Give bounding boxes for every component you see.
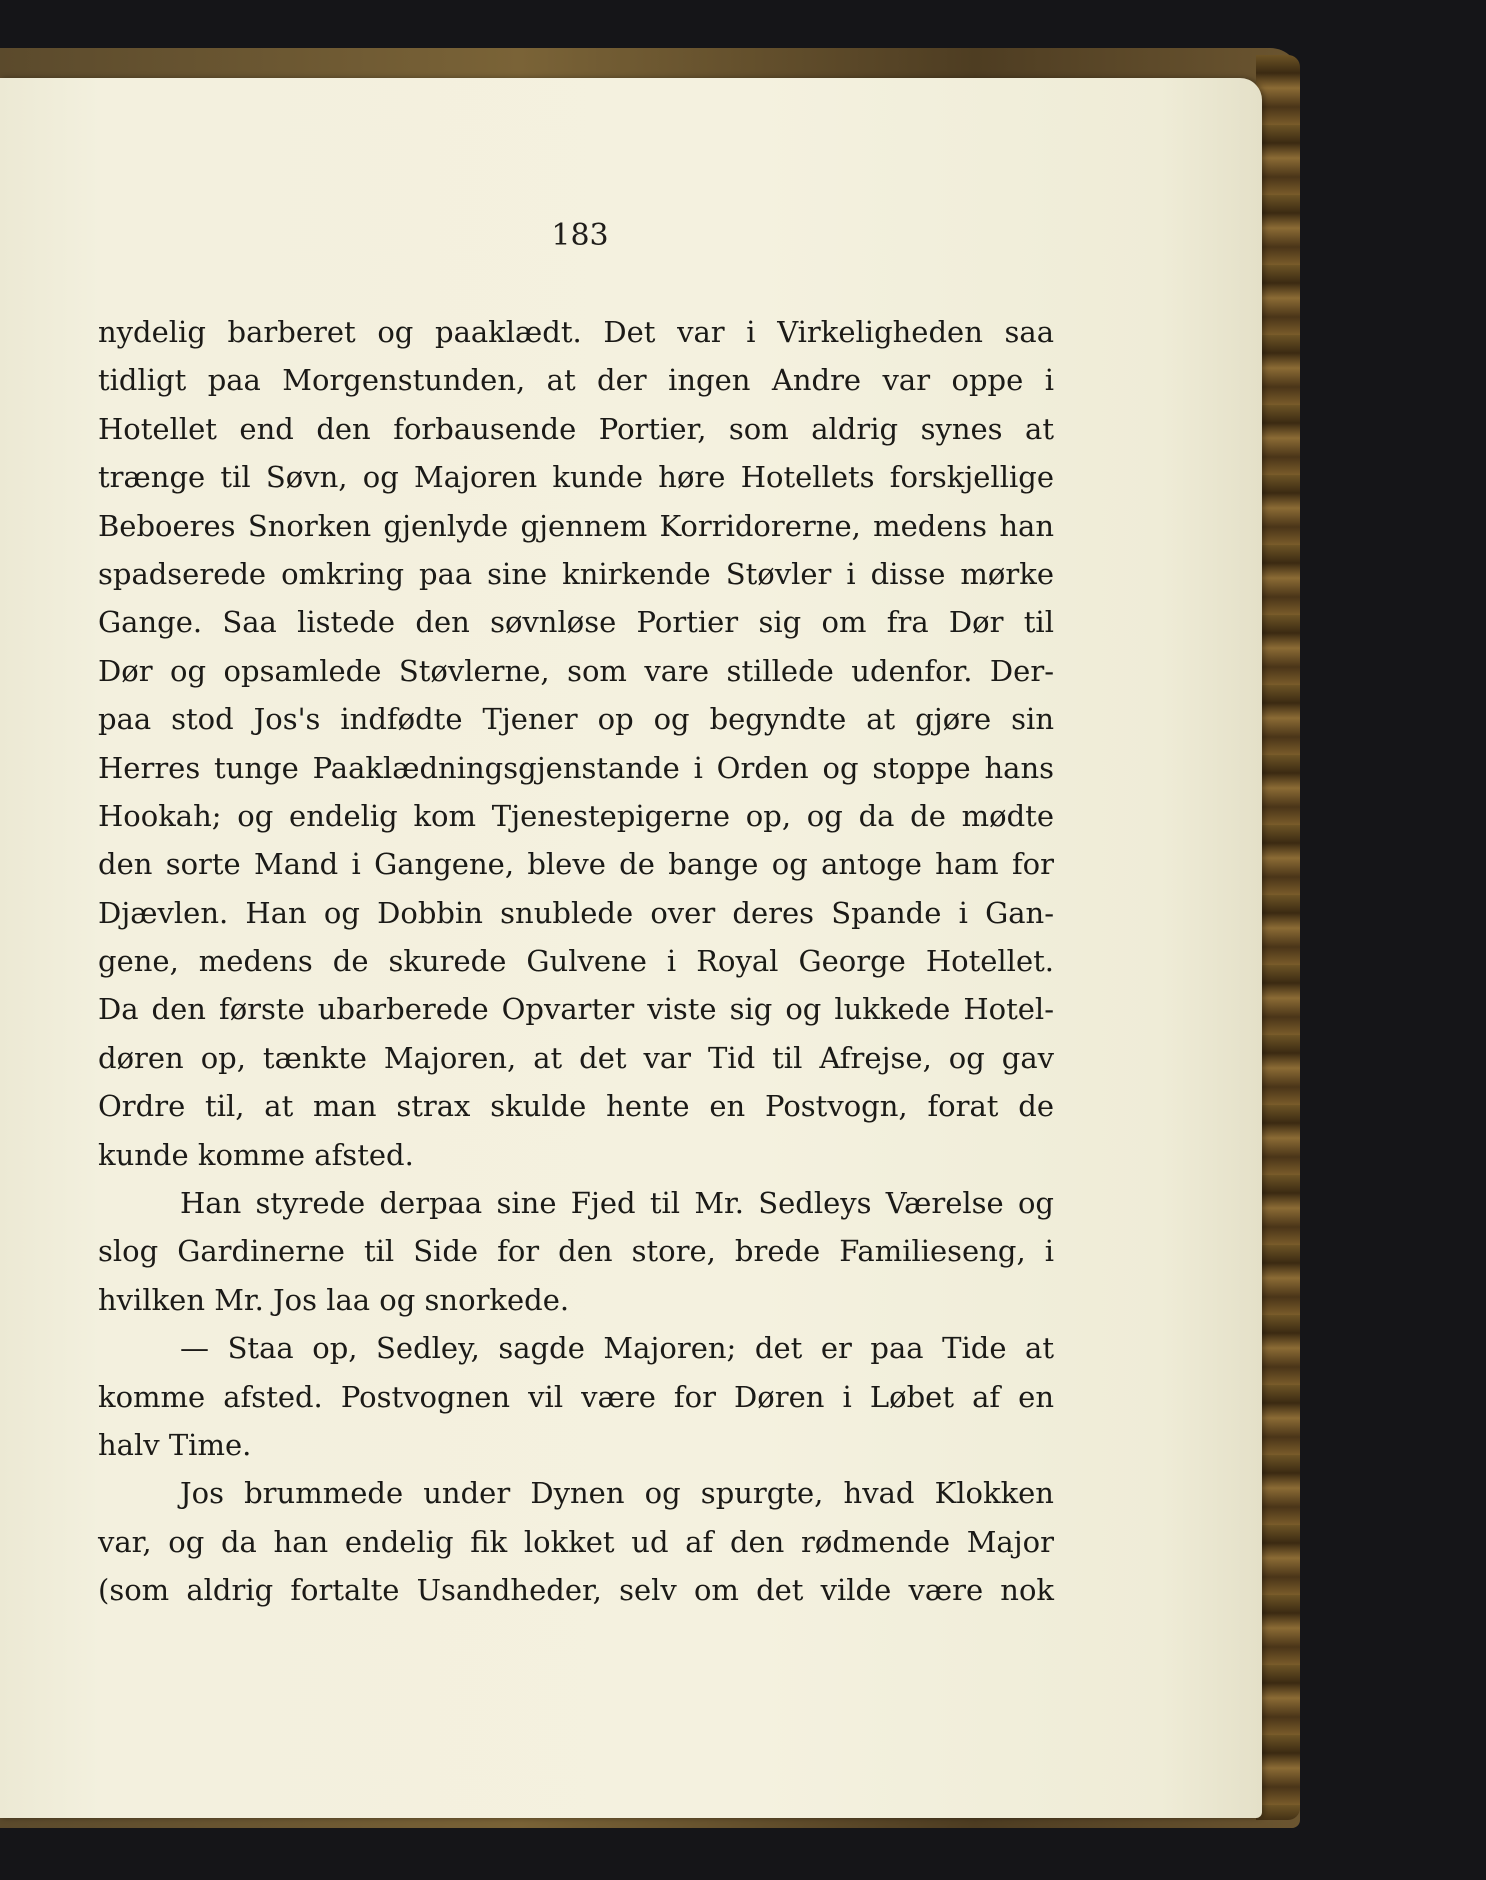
- text-line: den sorte Mand i Gangene, bleve de bange og antoge ham for: [98, 847, 1054, 882]
- text-line: trænge til Søvn, og Majoren kunde høre Hotellets forskjellige: [98, 460, 1054, 495]
- text-line: halv Time.: [98, 1427, 252, 1462]
- text-line: Djævlen. Han og Dobbin snublede over deres Spande i Gan-: [98, 895, 1054, 930]
- text-line: hvilken Mr. Jos laa og snorkede.: [98, 1282, 570, 1317]
- text-line: Gange. Saa listede den søvnløse Portier sig om fra Dør til: [98, 605, 1054, 640]
- text-line: Han styrede derpaa sine Fjed til Mr. Sedleys Værelse og: [180, 1186, 1054, 1221]
- text-line: var, og da han endelig fik lokket ud af den rødmende Major: [98, 1524, 1054, 1559]
- text-line: Hotellet end den forbausende Portier, som aldrig synes at: [98, 411, 1054, 446]
- page-number: 183: [551, 218, 609, 253]
- text-line: (som aldrig fortalte Usandheder, selv om det vilde være nok: [98, 1573, 1054, 1608]
- text-line: gene, medens de skurede Gulvene i Royal George Hotellet.: [98, 944, 1054, 979]
- text-line: kunde komme afsted.: [98, 1137, 414, 1172]
- body-text: [98, 308, 1054, 1615]
- text-line: Herres tunge Paaklædningsgjenstande i Orden og stoppe hans: [98, 750, 1054, 785]
- text-line: Hookah; og endelig kom Tjenestepigerne op, og da de mødte: [98, 798, 1054, 833]
- text-line: paa stod Jos's indfødte Tjener op og begyndte at gjøre sin: [98, 702, 1054, 737]
- text-line: — Staa op, Sedley, sagde Majoren; det er paa Tide at: [180, 1331, 1054, 1366]
- text-line: komme afsted. Postvognen vil være for Døren i Løbet af en: [98, 1379, 1054, 1414]
- text-line: slog Gardinerne til Side for den store, brede Familieseng, i: [98, 1234, 1054, 1269]
- text-line: Dør og opsamlede Støvlerne, som vare stillede udenfor. Der-: [98, 653, 1054, 688]
- text-line: Ordre til, at man strax skulde hente en Postvogn, forat de: [98, 1089, 1054, 1124]
- book-page: [0, 78, 1262, 1818]
- text-line: spadserede omkring paa sine knirkende Støvler i disse mørke: [98, 556, 1054, 591]
- text-line: nydelig barberet og paaklædt. Det var i Virkeligheden saa: [98, 315, 1054, 349]
- text-line: tidligt paa Morgenstunden, at der ingen Andre var oppe i: [98, 363, 1054, 398]
- text-line: Beboeres Snorken gjenlyde gjennem Korridorerne, medens han: [98, 508, 1054, 543]
- book-spine: [1256, 55, 1300, 1820]
- text-line: døren op, tænkte Majoren, at det var Tid til Afrejse, og gav: [98, 1040, 1054, 1075]
- text-line: Jos brummede under Dynen og spurgte, hvad Klokken: [180, 1476, 1054, 1511]
- text-line: Da den første ubarberede Opvarter viste sig og lukkede Hotel-: [98, 992, 1054, 1027]
